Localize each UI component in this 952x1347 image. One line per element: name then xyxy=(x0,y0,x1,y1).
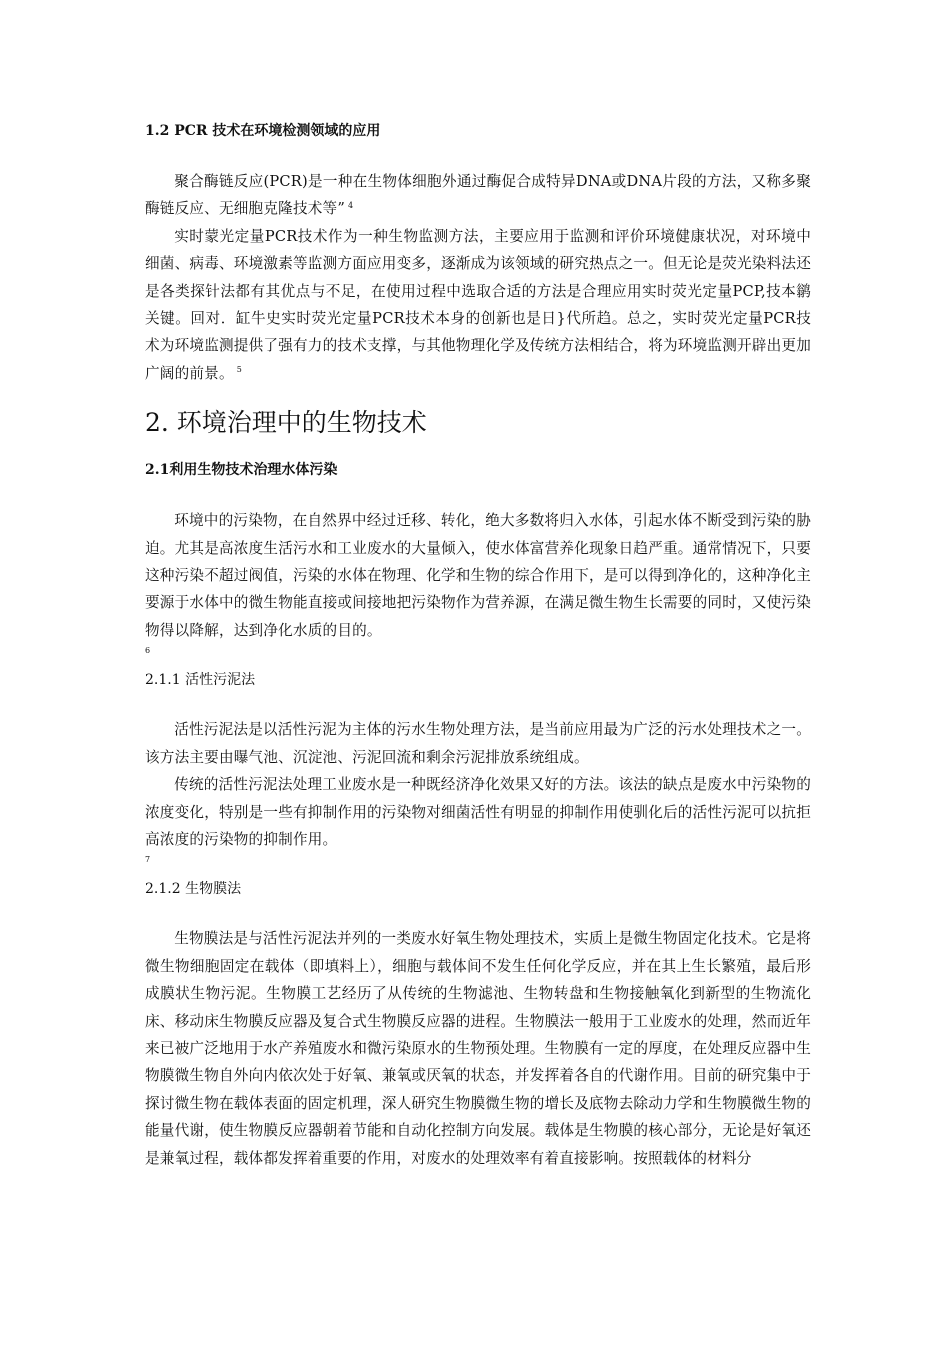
section-2-1-2-heading: 2.1.2 生物膜法 xyxy=(145,881,242,898)
section-2-1-2-paragraph-1: 生物膜法是与活性污泥法并列的一类废水好氧生物处理技术，实质上是微生物固定化技术。它是将微生物细胞固定在载体（即填料上），细胞与载体间不发生任何化学反应，并在其上生长繁殖，最后形成膜状生物污泥。生物膜工艺经历了从传统的生物滤池、生物转盘和生物接触氧化到新型的生物流化床、移动床生物膜反应器及复合式生物膜反应器的进程。生物膜法一般用于工业废水的处理，然而近年来已被广泛地用于水产养殖废水和微污染原水的生物预处理。生物膜有一定的厚度，在处理反应器中生物膜微生物自外向内依次处于好氧、兼氧或厌氧的状态，并发挥着各自的代谢作用。目前的研究集中于探讨微生物在载体表面的固定机理，深人研究生物膜微生物的增长及底物去除动力学和生物膜微生物的能量代谢，使生物膜反应器朝着节能和自动化控制方向发展。载体是生物膜的核心部分，无论是好氧还是兼氧过程，载体都发挥着重要的作用，对废水的处理效率有着直接影响。按照载体的材料分 xyxy=(145,930,811,1167)
section-1-2-paragraph-1-text: 聚合酶链反应(PCR)是一种在生物体细胞外通过酶促合成特异DNA或DNA片段的方法，又称多聚酶链反应、无细胞克隆技术等” xyxy=(145,173,811,218)
document-body xyxy=(145,118,811,1172)
section-1-2-paragraph-2-text: 实时蒙光定量PCR技术作为一种生物监测方法，主要应用于监测和评价环境健康状况，对环境中细菌、病毒、环境激素等监测方面应用变多，逐渐成为该领域的研究热点之一。但无论是荧光染料法还是各类探针法都有其优点与不足，在使用过程中选取合适的方法是合理应用实时荧光定量PCP,技本鹟关键。回对．缸牛史实时荧光定量PCR技术本身的创新也是日}代所趋。总之，实时荧光定量PCR技术为环境监测提供了强有力的技术支撑，与其他物理化学及传统方法相结合，将为环境监测开辟出更加广阔的前景。 xyxy=(145,227,811,382)
section-2-1-1-heading: 2.1.1 活性污泥法 xyxy=(145,672,256,689)
section-2-1-heading: 2.1利用生物技术治理水体污染 xyxy=(145,462,338,479)
reference-4: 4 xyxy=(347,200,354,210)
section-1-2-paragraph-1 xyxy=(145,168,811,223)
section-2-1-1-paragraph-2: 传统的活性污泥法处理工业废水是一种既经济净化效果又好的方法。该法的缺点是废水中污染物的浓度变化，特别是一些有抑制作用的污染物对细菌活性有明显的抑制作用使驯化后的活性污泥可以抗拒高浓度的污染物的抑制作用。 xyxy=(145,776,811,848)
section-2-1-paragraph-1: 环境中的污染物，在自然界中经过迁移、转化，绝大多数将归入水体，引起水体不断受到污染的胁迫。尤其是高浓度生活污水和工业废水的大量倾入，使水体富营养化现象日趋严重。通常情况下，只要这种污染不超过阀值，污染的水体在物理、化学和生物的综合作用下，是可以得到净化的，这种净化主要源于水体中的微生物能直接或间接地把污染物作为营养源，在满足微生物生长需要的同时，又使污染物得以降解，达到净化水质的目的。 xyxy=(145,512,811,639)
section-1-2-heading: 1.2 PCR 技术在环境检测领域的应用 xyxy=(145,123,381,139)
reference-5: 5 xyxy=(236,364,243,374)
section-2-heading: 2. 环境治理中的生物技术 xyxy=(145,408,427,438)
section-1-2-paragraph-2 xyxy=(145,223,811,387)
section-2-1-1-paragraph-1: 活性污泥法是以活性污泥为主体的污水生物处理方法，是当前应用最为广泛的污水处理技术之一。该方法主要由曝气池、沉淀池、污泥回流和剩余污泥排放系统组成。 xyxy=(145,721,811,766)
reference-6: 6 xyxy=(145,646,151,656)
reference-7: 7 xyxy=(145,855,151,865)
